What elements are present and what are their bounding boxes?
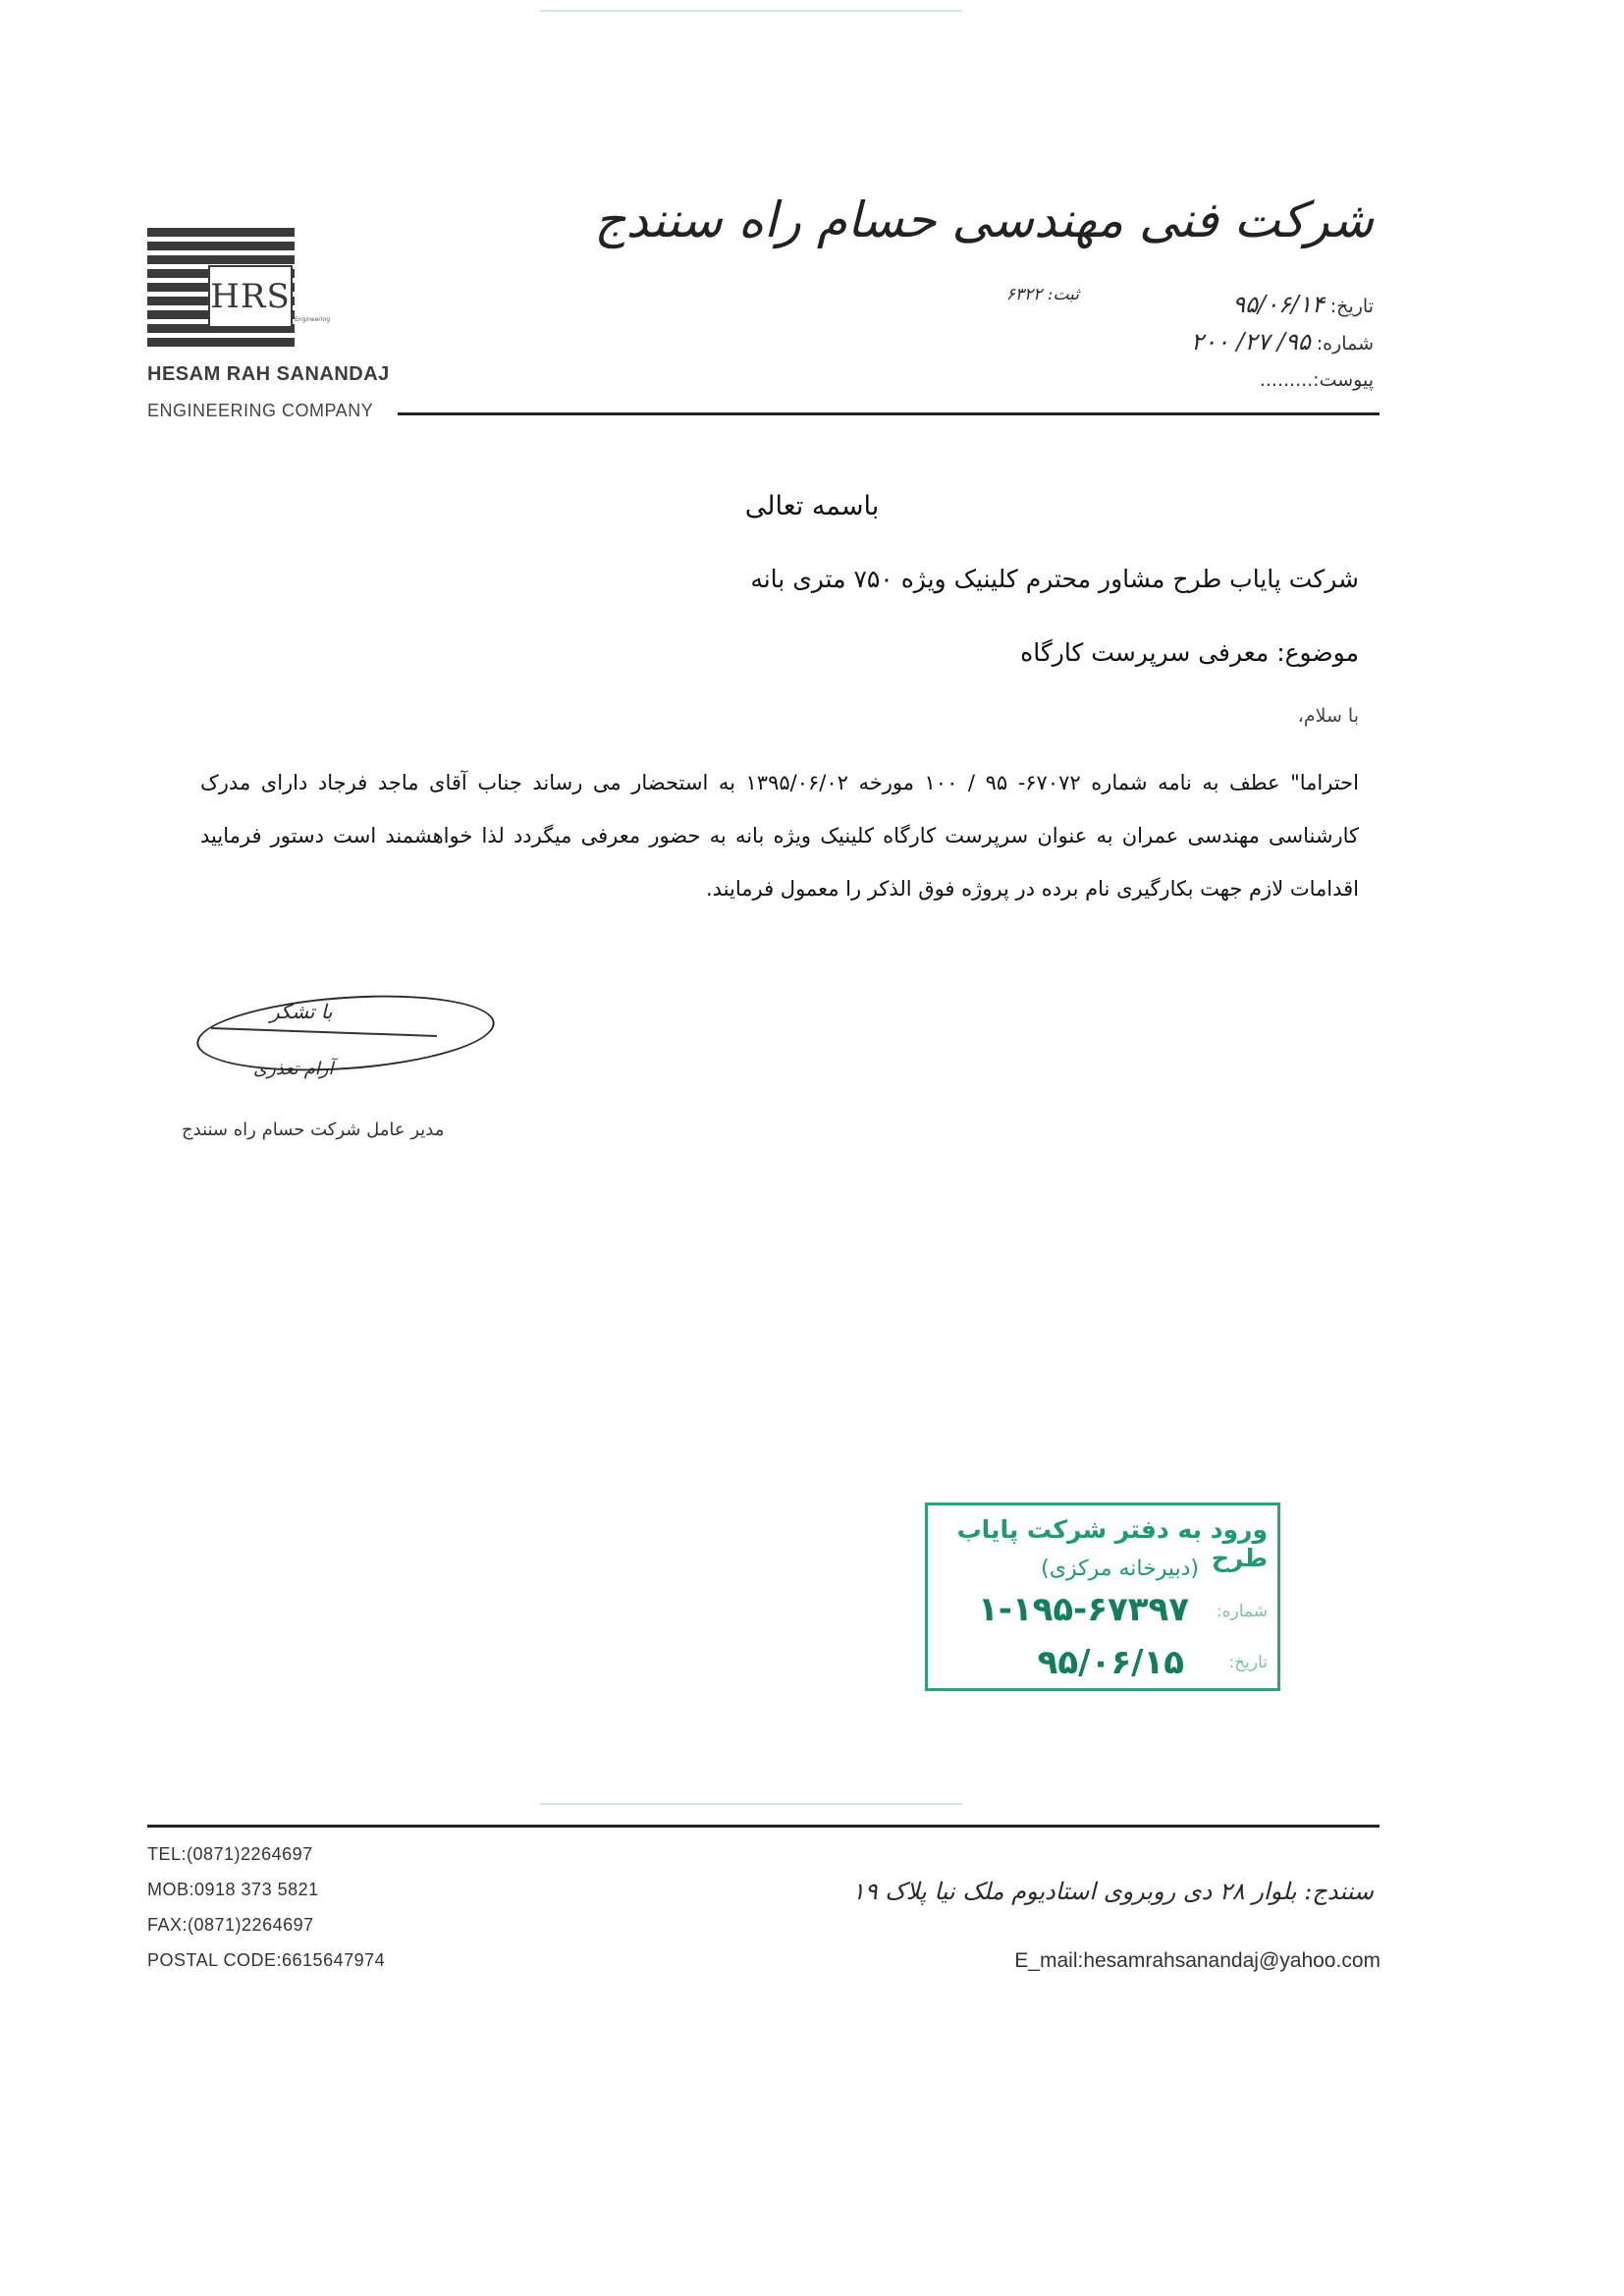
date-row bbox=[1232, 291, 1374, 318]
scan-mark-top bbox=[540, 10, 962, 12]
footer-mobile: MOB:0918 373 5821 bbox=[147, 1880, 319, 1899]
stamp-date-label: تاریخ: bbox=[1228, 1653, 1268, 1672]
company-name-en: HESAM RAH SANANDAJ bbox=[147, 363, 390, 385]
number-label: شماره: bbox=[1316, 333, 1374, 355]
signature-title: مدیر عامل شرکت حسام راه سنندج bbox=[182, 1120, 445, 1140]
footer-address: سنندج: بلوار ۲۸ دی روبروی استادیوم ملک نیا پلاک ۱۹ bbox=[851, 1878, 1374, 1905]
date-value: ۹۵/۰۶/۱۴ bbox=[1232, 291, 1325, 318]
number-row bbox=[1191, 328, 1374, 355]
logo-small-text: Engineering bbox=[295, 316, 330, 323]
number-value: ۹۵/ ۲۷/ ۲۰۰ bbox=[1191, 328, 1311, 355]
greeting: با سلام، bbox=[1297, 705, 1359, 727]
company-name-fa: شرکت فنی مهندسی حسام راه سنندج bbox=[594, 191, 1374, 248]
stamp-line1: ورود به دفتر شرکت پایاب طرح bbox=[956, 1515, 1268, 1572]
signature-closing: با تشکر bbox=[270, 1000, 333, 1023]
bismillah-heading: باسمه تعالی bbox=[744, 491, 880, 521]
company-subtitle-en: ENGINEERING COMPANY bbox=[147, 401, 374, 420]
footer-fax: FAX:(0871)2264697 bbox=[147, 1915, 314, 1935]
footer-postal-code: POSTAL CODE:6615647974 bbox=[147, 1950, 386, 1970]
stamp-number-value: ۱-۱۹۵-۶۷۳۹۷ bbox=[978, 1590, 1189, 1629]
stamp-date-value: ۹۵/۰۶/۱۵ bbox=[1037, 1643, 1184, 1682]
subject-line: موضوع: معرفی سرپرست کارگاه bbox=[1020, 638, 1359, 667]
attachment-row: پیوست:......... bbox=[1259, 369, 1374, 391]
company-logo bbox=[208, 265, 293, 328]
stamp-line2: (دبیرخانه مرکزی) bbox=[1041, 1557, 1199, 1581]
footer-email[interactable]: E_mail:hesamrahsanandaj@yahoo.com bbox=[1014, 1949, 1380, 1972]
recipient-line: شرکت پایاب طرح مشاور محترم کلینیک ویژه ۷۵۰ متری بانه bbox=[750, 565, 1359, 593]
footer-tel: TEL:(0871)2264697 bbox=[147, 1844, 313, 1864]
body-paragraph: احتراما" عطف به نامه شماره ۶۷۰۷۲- ۹۵ / ۱۰۰ مورخه ۱۳۹۵/۰۶/۰۲ به استحضار می رساند جناب آقای ماجد فرجاد دارای مدرک کارشناسی مهندسی عمران به عنوان سرپرست کارگاه کلینیک ویژه بانه به حضور معرفی میگردد لذا خواهشمند است دستور فرمایید اقدامات لازم جهت بکارگیری نام برده در پروژه فوق الذکر را معمول فرمایند. bbox=[200, 771, 1359, 901]
scan-mark-bottom bbox=[540, 1803, 962, 1805]
header-divider bbox=[398, 412, 1380, 415]
signature-name: آرام تعذری bbox=[253, 1059, 334, 1079]
logo-text: HRS bbox=[210, 277, 291, 316]
stamp-number-label: شماره: bbox=[1216, 1602, 1268, 1621]
date-label: تاریخ: bbox=[1329, 296, 1374, 317]
registration-number: ثبت: ۶۳۲۲ bbox=[1005, 285, 1079, 304]
incoming-stamp bbox=[925, 1503, 1280, 1691]
footer-divider bbox=[147, 1825, 1380, 1828]
